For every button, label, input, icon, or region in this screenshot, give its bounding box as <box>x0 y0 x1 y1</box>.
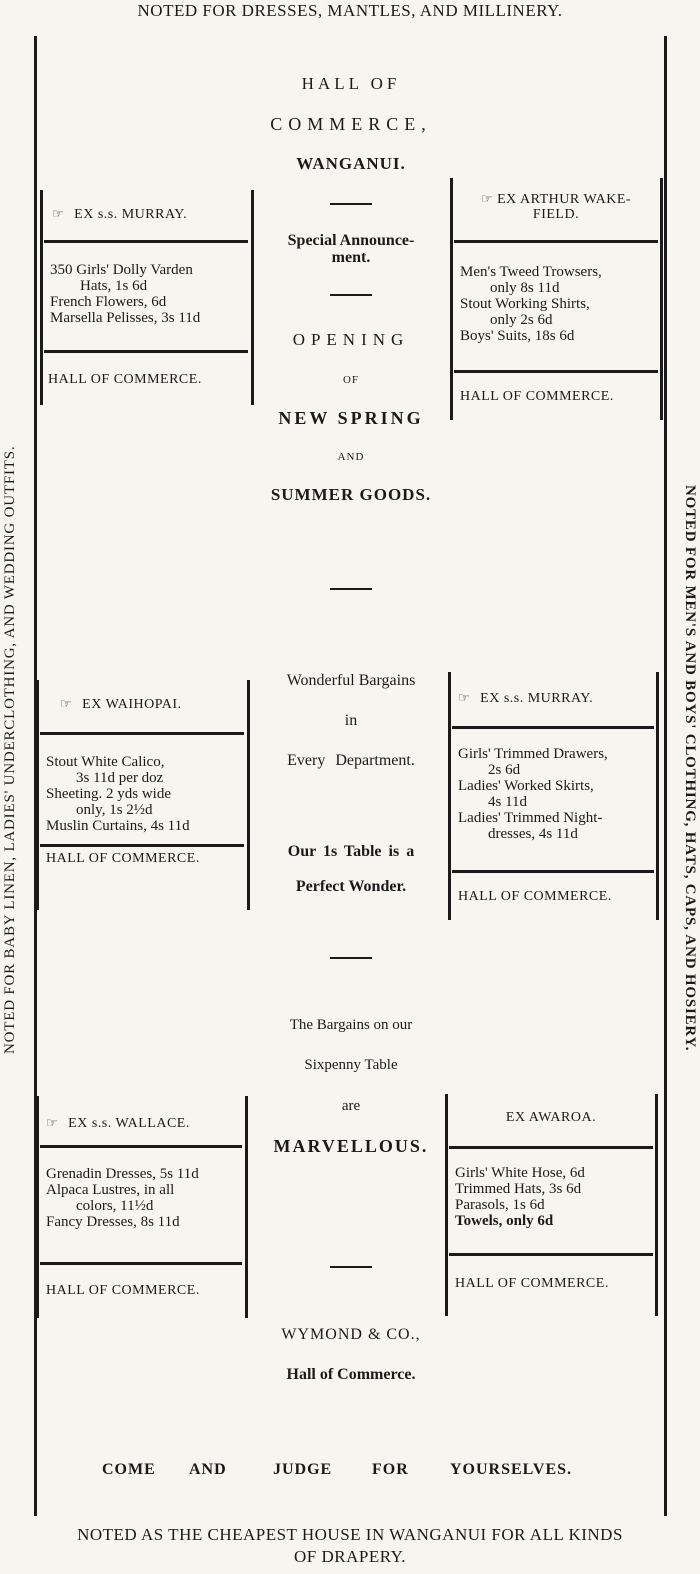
box-wallace-head-text: EX s.s. WALLACE. <box>68 1116 190 1131</box>
pointing-hand-icon: ☞ <box>458 690 471 705</box>
box-wakefield-rule-bottom <box>454 370 658 373</box>
pointing-hand-icon: ☞ <box>46 1115 59 1130</box>
center-divider-5 <box>330 1266 372 1268</box>
box-wakefield-foot: HALL OF COMMERCE. <box>460 389 614 404</box>
box-murray2-head <box>458 690 593 707</box>
box-murray2-foot: HALL OF COMMERCE. <box>458 889 612 904</box>
box-wakefield-head-line-1: EX ARTHUR WAKE- <box>497 192 632 207</box>
box-murray2-left-rule <box>448 672 451 920</box>
yourselves-text: YOURSELVES. <box>450 1461 573 1478</box>
list-item: dresses, 4s 11d <box>488 826 578 842</box>
box-awaroa-foot: HALL OF COMMERCE. <box>455 1276 609 1291</box>
are-text: are <box>341 1098 361 1114</box>
special-line-1: Special Announce- <box>287 232 415 249</box>
box-waihopai-body <box>46 754 246 834</box>
marvellous-text: MARVELLOUS. <box>273 1136 429 1156</box>
box-wallace-left-rule <box>36 1096 39 1318</box>
box-waihopai-rule-bottom <box>40 844 244 847</box>
box-waihopai-rule-top <box>40 732 244 735</box>
list-item: Girls' White Hose, 6d <box>455 1165 585 1181</box>
list-item: Sheeting. 2 yds wide <box>46 786 171 802</box>
box-murray1-rule-bottom <box>44 350 248 353</box>
list-item: 3s 11d per doz <box>76 770 164 786</box>
and-text: AND <box>337 451 365 463</box>
box-murray1-right-rule <box>251 190 254 405</box>
list-item: 2s 6d <box>488 762 521 778</box>
special-announcement <box>255 232 447 266</box>
table-line-2: Perfect Wonder. <box>295 878 407 895</box>
box-wallace-rule-top <box>40 1145 242 1148</box>
box-wakefield-rule-top <box>454 240 658 243</box>
box-wakefield-body <box>460 264 658 344</box>
box-wallace-foot: HALL OF COMMERCE. <box>46 1283 200 1298</box>
wonderful-text: Wonderful Bargains <box>286 672 416 689</box>
box-wallace-body <box>46 1166 244 1230</box>
list-item: 4s 11d <box>488 794 528 810</box>
list-item: Grenadin Dresses, 5s 11d <box>46 1166 199 1182</box>
and-text-2: AND <box>189 1461 227 1478</box>
bottom-banner <box>0 1524 700 1568</box>
bargains-line-1: The Bargains on our <box>289 1017 413 1033</box>
list-item: Men's Tweed Trowsers, <box>460 264 602 280</box>
list-item: 350 Girls' Dolly Varden <box>50 262 193 278</box>
box-awaroa-body <box>455 1165 653 1229</box>
left-banner: NOTED FOR BABY LINEN, LADIES' UNDERCLOTHING, AND WEDDING OUTFITS. <box>2 445 18 1055</box>
in-text: in <box>344 712 358 729</box>
every-text: Every Department. <box>287 752 415 769</box>
firm-name: WYMOND & CO., <box>281 1326 421 1343</box>
list-item: only, 1s 2½d <box>76 802 153 818</box>
box-wallace-head <box>46 1115 190 1132</box>
list-item: Parasols, 1s 6d <box>455 1197 545 1213</box>
list-item: Fancy Dresses, 8s 11d <box>46 1214 180 1230</box>
box-murray2-head-text: EX s.s. MURRAY. <box>480 691 594 706</box>
box-murray1-rule-top <box>44 240 248 243</box>
box-murray2-right-rule <box>656 672 659 920</box>
list-item: French Flowers, 6d <box>50 294 167 310</box>
outer-right-rule <box>664 36 667 1516</box>
firm-hall: Hall of Commerce. <box>286 1366 416 1383</box>
special-line-2: ment. <box>331 249 371 266</box>
box-awaroa-head: EX AWAROA. <box>505 1110 597 1125</box>
list-item: Alpaca Lustres, in all <box>46 1182 175 1198</box>
box-waihopai-left-rule <box>36 680 39 910</box>
box-murray1-body <box>50 262 250 326</box>
box-wakefield-head <box>456 191 656 222</box>
top-banner: NOTED FOR DRESSES, MANTLES, AND MILLINERY. <box>137 1 563 20</box>
pointing-hand-icon: ☞ <box>52 206 65 221</box>
box-waihopai-foot: HALL OF COMMERCE. <box>46 851 200 866</box>
list-item: only 8s 11d <box>490 280 560 296</box>
box-wakefield-left-rule <box>450 178 453 420</box>
hall-of-heading: HALL OF <box>301 74 401 93</box>
town-heading: WANGANUI. <box>296 154 406 173</box>
box-murray2-rule-top <box>452 726 654 729</box>
box-wakefield-head-line-2: FIELD. <box>532 207 580 222</box>
list-item: Hats, 1s 6d <box>80 278 148 294</box>
summer-goods-text: SUMMER GOODS. <box>270 485 432 504</box>
box-awaroa-rule-bottom <box>449 1253 653 1256</box>
box-awaroa-rule-top <box>449 1146 653 1149</box>
table-line-1: Our 1s Table is a <box>287 843 415 860</box>
list-item: Ladies' Trimmed Night- <box>458 810 603 826</box>
list-item: colors, 11½d <box>76 1198 154 1214</box>
list-item: Boys' Suits, 18s 6d <box>460 328 575 344</box>
list-item: Girls' Trimmed Drawers, <box>458 746 608 762</box>
list-item: Stout White Calico, <box>46 754 165 770</box>
box-murray1-head-text: EX s.s. MURRAY. <box>74 207 188 222</box>
opening-text: OPENING <box>292 330 410 349</box>
list-item: Trimmed Hats, 3s 6d <box>455 1181 582 1197</box>
box-wallace-rule-bottom <box>40 1262 242 1265</box>
list-item: only 2s 6d <box>490 312 553 328</box>
for-text: FOR <box>372 1461 409 1478</box>
center-divider-2 <box>330 294 372 296</box>
pointing-hand-icon: ☞ <box>60 696 73 711</box>
box-murray2-body <box>458 746 654 842</box>
list-item: Muslin Curtains, 4s 11d <box>46 818 190 834</box>
box-awaroa-right-rule <box>655 1094 658 1316</box>
box-waihopai-head <box>60 696 182 713</box>
bottom-banner-line-1: NOTED AS THE CHEAPEST HOUSE IN WANGANUI FOR ALL KINDS <box>77 1525 623 1544</box>
of-text: OF <box>342 374 360 386</box>
box-waihopai-right-rule <box>247 680 250 910</box>
new-spring-text: NEW SPRING <box>278 408 424 428</box>
box-awaroa-left-rule <box>445 1094 448 1316</box>
commerce-heading: COMMERCE, <box>270 114 432 134</box>
box-wakefield-right-rule <box>660 178 663 420</box>
list-item: Stout Working Shirts, <box>460 296 590 312</box>
box-waihopai-head-text: EX WAIHOPAI. <box>82 697 182 712</box>
come-text: COME <box>102 1461 156 1478</box>
bargains-line-2: Sixpenny Table <box>304 1057 398 1073</box>
judge-text: JUDGE <box>273 1461 333 1478</box>
center-divider-1 <box>330 203 372 205</box>
bottom-banner-line-2: OF DRAPERY. <box>294 1547 406 1566</box>
right-banner: NOTED FOR MEN'S AND BOYS' CLOTHING, HATS, CAPS, AND HOSIERY. <box>682 484 698 1052</box>
box-murray1-left-rule <box>40 190 43 405</box>
box-wallace-right-rule <box>245 1096 248 1318</box>
box-murray2-rule-bottom <box>452 870 654 873</box>
center-divider-4 <box>330 957 372 959</box>
list-item: Towels, only 6d <box>455 1213 554 1229</box>
box-murray1-head <box>52 206 187 223</box>
box-murray1-foot: HALL OF COMMERCE. <box>48 372 202 387</box>
pointing-hand-icon: ☞ <box>480 191 494 206</box>
list-item: Marsella Pelisses, 3s 11d <box>50 310 201 326</box>
center-divider-3 <box>330 588 372 590</box>
list-item: Ladies' Worked Skirts, <box>458 778 594 794</box>
